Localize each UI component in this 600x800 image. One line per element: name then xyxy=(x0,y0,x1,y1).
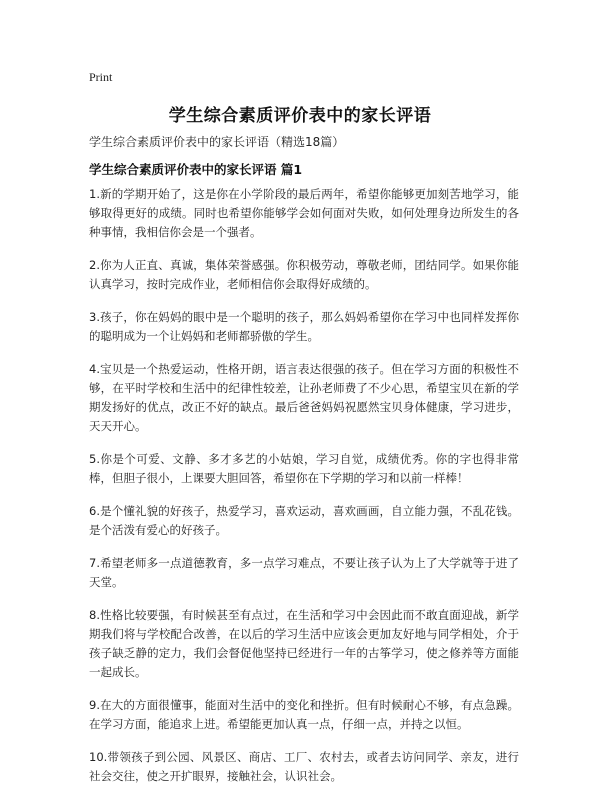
comment-paragraph-6: 6.是个懂礼貌的好孩子，热爱学习，喜欢运动，喜欢画画，自立能力强，不乱花钱。是个活泼有爱心的好孩子。 xyxy=(89,504,519,537)
comment-paragraph-5: 5.你是个可爱、文静、多才多艺的小姑娘，学习自觉，成绩优秀。你的字也得非常棒，但胆子很小，上课要大胆回答，希望你在下学期的学习和以前一样棒！ xyxy=(89,452,519,485)
comment-paragraph-1: 1.新的学期开始了，这是你在小学阶段的最后两年，希望你能够更加刻苦地学习，能够取得更好的成绩。同时也希望你能够学会如何面对失败，如何处理身边所发生的各种事情，我相信你会是一个强者。 xyxy=(89,187,519,239)
comment-paragraph-10: 10.带领孩子到公园、风景区、商店、工厂、农村去，或者去访问同学、亲友，进行社会交往，使之开扩眼界，接触社会，认识社会。 xyxy=(89,750,519,783)
comment-paragraph-3: 3.孩子，你在妈妈的眼中是一个聪明的孩子，那么妈妈希望你在学习中也同样发挥你的聪明成为一个让妈妈和老师都骄傲的学生。 xyxy=(89,310,519,343)
comment-paragraph-8: 8.性格比较要强，有时候甚至有点过，在生活和学习中会因此而不敢直面迎战，新学期我们将与学校配合改善，在以后的学习生活中应该会更加友好地与同学相处，介于孩子缺乏静的定力，我们会督促他坚持已经进行一年的古筝学习，使之修养等方面能一起成长。 xyxy=(89,608,519,679)
comment-paragraph-2: 2.你为人正直、真诚，集体荣誉感强。你积极劳动，尊敬老师，团结同学。如果你能认真学习，按时完成作业，老师相信你会取得好成绩的。 xyxy=(89,258,519,291)
comment-list xyxy=(89,185,519,800)
page-title: 学生综合素质评价表中的家长评语 xyxy=(168,106,432,126)
document-subtitle: 学生综合素质评价表中的家长评语（精选18篇） xyxy=(89,135,345,149)
comment-paragraph-4: 4.宝贝是一个热爱运动，性格开朗，语言表达很强的孩子。但在学习方面的积极性不够，在平时学校和生活中的纪律性较差，让孙老师费了不少心思，希望宝贝在新的学期发扬好的优点，改正不好的缺点。最后爸爸妈妈祝愿然宝贝身体健康，学习进步，天天开心。 xyxy=(89,362,519,433)
comment-paragraph-9: 9.在大的方面很懂事，能面对生活中的变化和挫折。但有时候耐心不够，有点急躁。在学习方面，能追求上进。希望能更加认真一点，仔细一点，并持之以恒。 xyxy=(89,698,519,731)
print-link[interactable]: Print xyxy=(89,70,113,84)
section-heading: 学生综合素质评价表中的家长评语 篇1 xyxy=(89,162,303,177)
comment-paragraph-7: 7.希望老师多一点道德教育，多一点学习难点，不要让孩子认为上了大学就等于进了天堂。 xyxy=(89,556,519,589)
